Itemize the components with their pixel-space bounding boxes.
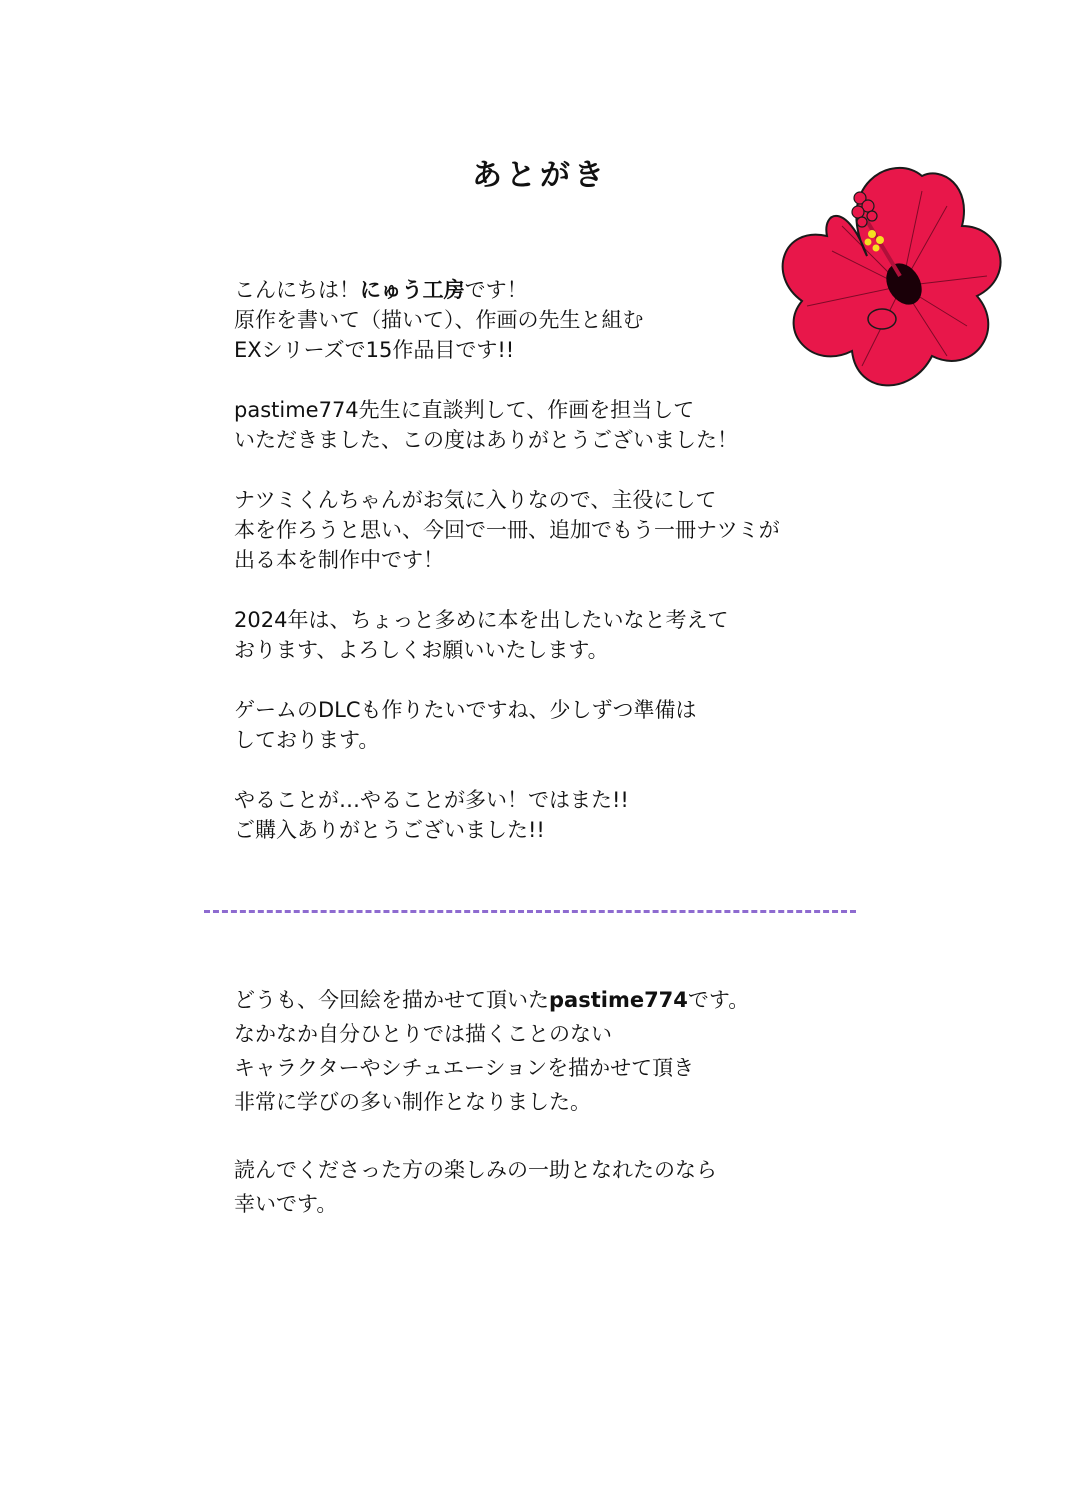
paragraph — [234, 275, 780, 365]
hibiscus-flower-icon — [772, 156, 1016, 400]
paragraph — [234, 695, 780, 755]
text-line: いただきました、この度はありがとうございました！ — [234, 428, 738, 452]
paragraph — [234, 983, 749, 1119]
author-note-section — [234, 275, 780, 845]
text-line: こんにちは！にゅう工房です！ — [234, 278, 528, 302]
circle-name: にゅう工房 — [360, 278, 465, 302]
text-line: しております。 — [234, 728, 380, 752]
artist-note-section — [234, 983, 749, 1221]
paragraph — [234, 785, 780, 845]
text-line: ナツミくんちゃんがお気に入りなので、主役にして — [234, 488, 717, 512]
text-line: やることが…やることが多い！ではまた!! — [234, 788, 629, 812]
text-line: 幸いです。 — [234, 1192, 338, 1216]
text-line: なかなか自分ひとりでは描くことのない — [234, 1022, 612, 1046]
text-line: 非常に学びの多い制作となりました。 — [234, 1090, 591, 1114]
text-line: EXシリーズで15作品目です!! — [234, 338, 515, 362]
paragraph — [234, 485, 780, 575]
text-line: 2024年は、ちょっと多めに本を出したいなと考えて — [234, 608, 729, 632]
artist-name: pastime774 — [549, 988, 688, 1012]
text-line: 出る本を制作中です！ — [234, 548, 444, 572]
text-line: 本を作ろうと思い、今回で一冊、追加でもう一冊ナツミが — [234, 518, 780, 542]
text-line: 読んでくださった方の楽しみの一助となれたのなら — [234, 1158, 717, 1182]
dashed-divider — [204, 910, 856, 913]
text-line: おります、よろしくお願いいたします。 — [234, 638, 609, 662]
paragraph — [234, 1153, 749, 1221]
text-line: pastime774先生に直談判して、作画を担当して — [234, 398, 695, 422]
text-line: 原作を書いて（描いて）、作画の先生と組む — [234, 308, 644, 332]
page-title: あとがき — [472, 158, 608, 193]
text-line: どうも、今回絵を描かせて頂いたpastime774です。 — [234, 988, 750, 1012]
text-line: ご購入ありがとうございました!! — [234, 818, 545, 842]
text-line: キャラクターやシチュエーションを描かせて頂き — [234, 1056, 695, 1080]
text-line: ゲームのDLCも作りたいですね、少しずつ準備は — [234, 698, 697, 722]
paragraph — [234, 395, 780, 455]
paragraph — [234, 605, 780, 665]
